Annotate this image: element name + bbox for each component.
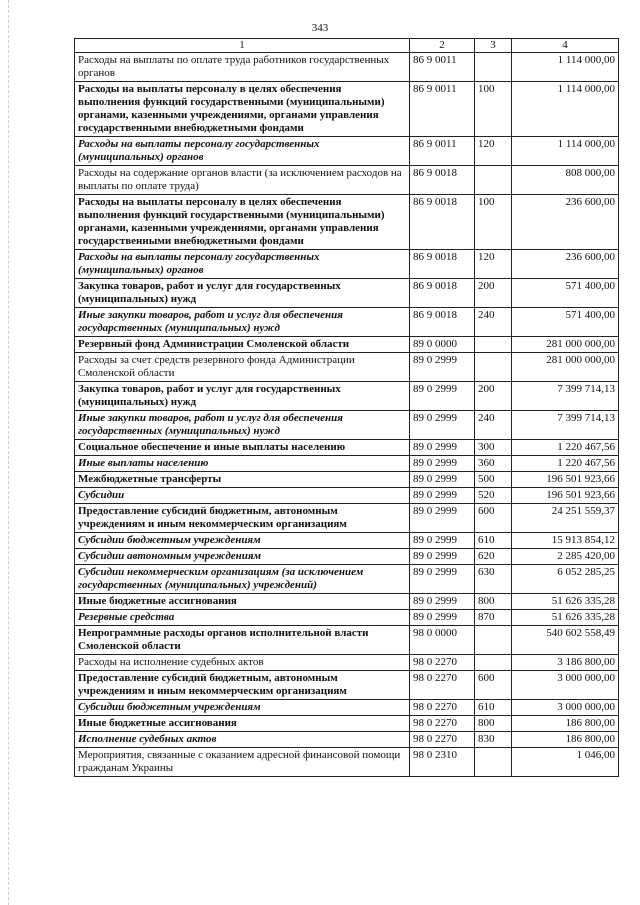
table-row	[75, 250, 619, 279]
table-row	[75, 137, 619, 166]
row-amount-cell: 808 000,00	[512, 166, 619, 195]
row-code-cell: 86 9 0018	[410, 279, 475, 308]
row-code-cell: 86 9 0011	[410, 137, 475, 166]
row-code-cell: 86 9 0011	[410, 82, 475, 137]
row-vr-cell	[475, 353, 512, 382]
row-name-cell: Социальное обеспечение и иные выплаты населению	[75, 440, 410, 456]
row-code-cell: 86 9 0018	[410, 308, 475, 337]
row-vr-cell: 610	[475, 700, 512, 716]
row-vr-cell: 360	[475, 456, 512, 472]
row-vr-cell: 200	[475, 382, 512, 411]
table-row	[75, 671, 619, 700]
table-row	[75, 565, 619, 594]
budget-table	[74, 38, 619, 777]
row-code-cell: 89 0 2999	[410, 456, 475, 472]
row-amount-cell: 51 626 335,28	[512, 594, 619, 610]
table-row	[75, 53, 619, 82]
row-name-cell: Иные выплаты населению	[75, 456, 410, 472]
table-row	[75, 411, 619, 440]
row-amount-cell: 281 000 000,00	[512, 353, 619, 382]
page-number: 343	[311, 22, 329, 34]
row-name-cell: Непрограммные расходы органов исполнительной власти Смоленской области	[75, 626, 410, 655]
row-name-cell: Субсидии бюджетным учреждениям	[75, 700, 410, 716]
row-amount-cell: 3 000 000,00	[512, 700, 619, 716]
row-name-cell: Расходы на выплаты персоналу в целях обеспечения выполнения функций государственными (муниципальными) органами, казенными учреждениями, органами управления государственными внебюджетными фондами	[75, 82, 410, 137]
row-code-cell: 98 0 2270	[410, 655, 475, 671]
table-row	[75, 195, 619, 250]
row-vr-cell: 870	[475, 610, 512, 626]
row-name-cell: Иные закупки товаров, работ и услуг для обеспечения государственных (муниципальных) нужд	[75, 411, 410, 440]
row-vr-cell	[475, 166, 512, 195]
row-code-cell: 89 0 2999	[410, 440, 475, 456]
table-row	[75, 279, 619, 308]
table-row	[75, 594, 619, 610]
row-amount-cell: 2 285 420,00	[512, 549, 619, 565]
row-amount-cell: 7 399 714,13	[512, 382, 619, 411]
row-vr-cell: 600	[475, 504, 512, 533]
row-code-cell: 89 0 2999	[410, 565, 475, 594]
row-vr-cell: 800	[475, 716, 512, 732]
row-vr-cell	[475, 337, 512, 353]
row-code-cell: 86 9 0018	[410, 250, 475, 279]
row-vr-cell: 200	[475, 279, 512, 308]
row-code-cell: 86 9 0018	[410, 166, 475, 195]
row-amount-cell: 3 000 000,00	[512, 671, 619, 700]
row-name-cell: Резервные средства	[75, 610, 410, 626]
row-code-cell: 89 0 2999	[410, 504, 475, 533]
row-code-cell: 98 0 2270	[410, 716, 475, 732]
row-amount-cell: 3 186 800,00	[512, 655, 619, 671]
row-code-cell: 98 0 0000	[410, 626, 475, 655]
row-vr-cell: 520	[475, 488, 512, 504]
table-row	[75, 610, 619, 626]
table-row	[75, 353, 619, 382]
row-vr-cell: 300	[475, 440, 512, 456]
table-row	[75, 308, 619, 337]
row-name-cell: Расходы на выплаты персоналу в целях обеспечения выполнения функций государственными (муниципальными) органами, казенными учреждениями, органами управления государственными внебюджетными фондами	[75, 195, 410, 250]
row-code-cell: 86 9 0018	[410, 195, 475, 250]
row-code-cell: 98 0 2270	[410, 671, 475, 700]
row-amount-cell: 1 046,00	[512, 748, 619, 777]
row-amount-cell: 186 800,00	[512, 716, 619, 732]
row-amount-cell: 196 501 923,66	[512, 488, 619, 504]
row-vr-cell: 120	[475, 250, 512, 279]
row-vr-cell: 830	[475, 732, 512, 748]
row-name-cell: Расходы за счет средств резервного фонда Администрации Смоленской области	[75, 353, 410, 382]
row-amount-cell: 540 602 558,49	[512, 626, 619, 655]
row-amount-cell: 571 400,00	[512, 279, 619, 308]
row-vr-cell	[475, 655, 512, 671]
row-name-cell: Предоставление субсидий бюджетным, автономным учреждениям и иным некоммерческим организациям	[75, 504, 410, 533]
row-vr-cell: 620	[475, 549, 512, 565]
row-name-cell: Иные бюджетные ассигнования	[75, 594, 410, 610]
row-amount-cell: 281 000 000,00	[512, 337, 619, 353]
table-row	[75, 337, 619, 353]
table-row	[75, 549, 619, 565]
row-amount-cell: 1 220 467,56	[512, 440, 619, 456]
row-vr-cell: 630	[475, 565, 512, 594]
row-name-cell: Иные закупки товаров, работ и услуг для обеспечения государственных (муниципальных) нужд	[75, 308, 410, 337]
row-vr-cell	[475, 53, 512, 82]
row-amount-cell: 6 052 285,25	[512, 565, 619, 594]
row-vr-cell: 240	[475, 308, 512, 337]
row-code-cell: 89 0 2999	[410, 610, 475, 626]
row-name-cell: Предоставление субсидий бюджетным, автономным учреждениям и иным некоммерческим организациям	[75, 671, 410, 700]
row-code-cell: 89 0 2999	[410, 549, 475, 565]
row-name-cell: Субсидии некоммерческим организациям (за исключением государственных (муниципальных) учреждений)	[75, 565, 410, 594]
row-amount-cell: 24 251 559,37	[512, 504, 619, 533]
row-name-cell: Субсидии	[75, 488, 410, 504]
row-vr-cell	[475, 626, 512, 655]
row-name-cell: Закупка товаров, работ и услуг для государственных (муниципальных) нужд	[75, 279, 410, 308]
row-amount-cell: 15 913 854,12	[512, 533, 619, 549]
row-code-cell: 89 0 2999	[410, 533, 475, 549]
row-name-cell: Расходы на выплаты по оплате труда работников государственных органов	[75, 53, 410, 82]
row-code-cell: 98 0 2270	[410, 700, 475, 716]
row-amount-cell: 1 114 000,00	[512, 53, 619, 82]
row-code-cell: 89 0 2999	[410, 594, 475, 610]
table-row	[75, 472, 619, 488]
row-code-cell: 98 0 2310	[410, 748, 475, 777]
row-amount-cell: 51 626 335,28	[512, 610, 619, 626]
row-amount-cell: 236 600,00	[512, 250, 619, 279]
row-vr-cell: 100	[475, 195, 512, 250]
table-row	[75, 504, 619, 533]
row-code-cell: 89 0 2999	[410, 488, 475, 504]
row-code-cell: 86 9 0011	[410, 53, 475, 82]
row-vr-cell: 600	[475, 671, 512, 700]
table-row	[75, 748, 619, 777]
row-code-cell: 89 0 0000	[410, 337, 475, 353]
row-amount-cell: 1 114 000,00	[512, 137, 619, 166]
row-amount-cell: 186 800,00	[512, 732, 619, 748]
row-amount-cell: 571 400,00	[512, 308, 619, 337]
row-code-cell: 89 0 2999	[410, 411, 475, 440]
table-row	[75, 655, 619, 671]
row-amount-cell: 1 220 467,56	[512, 456, 619, 472]
header-col-vr: 3	[475, 39, 512, 53]
row-name-cell: Мероприятия, связанные с оказанием адресной финансовой помощи гражданам Украины	[75, 748, 410, 777]
row-name-cell: Расходы на содержание органов власти (за исключением расходов на выплаты по оплате труда)	[75, 166, 410, 195]
table-row	[75, 533, 619, 549]
row-amount-cell: 196 501 923,66	[512, 472, 619, 488]
row-amount-cell: 236 600,00	[512, 195, 619, 250]
table-body	[75, 53, 619, 777]
header-col-name: 1	[75, 39, 410, 53]
row-code-cell: 89 0 2999	[410, 382, 475, 411]
table-row	[75, 456, 619, 472]
row-name-cell: Межбюджетные трансферты	[75, 472, 410, 488]
header-col-amount: 4	[512, 39, 619, 53]
table-row	[75, 716, 619, 732]
row-vr-cell: 100	[475, 82, 512, 137]
row-code-cell: 89 0 2999	[410, 353, 475, 382]
row-amount-cell: 7 399 714,13	[512, 411, 619, 440]
row-name-cell: Резервный фонд Администрации Смоленской области	[75, 337, 410, 353]
table-row	[75, 732, 619, 748]
table-row	[75, 166, 619, 195]
row-name-cell: Иные бюджетные ассигнования	[75, 716, 410, 732]
row-vr-cell	[475, 748, 512, 777]
row-code-cell: 89 0 2999	[410, 472, 475, 488]
margin-line	[8, 0, 10, 905]
row-vr-cell: 120	[475, 137, 512, 166]
row-name-cell: Расходы на выплаты персоналу государственных (муниципальных) органов	[75, 137, 410, 166]
row-code-cell: 98 0 2270	[410, 732, 475, 748]
table-row	[75, 82, 619, 137]
row-name-cell: Субсидии автономным учреждениям	[75, 549, 410, 565]
row-vr-cell: 610	[475, 533, 512, 549]
table-header-row	[75, 39, 619, 53]
row-name-cell: Расходы на исполнение судебных актов	[75, 655, 410, 671]
header-col-code: 2	[410, 39, 475, 53]
table-row	[75, 440, 619, 456]
row-vr-cell: 240	[475, 411, 512, 440]
table-row	[75, 700, 619, 716]
table-row	[75, 382, 619, 411]
row-name-cell: Расходы на выплаты персоналу государственных (муниципальных) органов	[75, 250, 410, 279]
row-name-cell: Субсидии бюджетным учреждениям	[75, 533, 410, 549]
row-vr-cell: 500	[475, 472, 512, 488]
row-name-cell: Исполнение судебных актов	[75, 732, 410, 748]
row-name-cell: Закупка товаров, работ и услуг для государственных (муниципальных) нужд	[75, 382, 410, 411]
table-row	[75, 488, 619, 504]
row-amount-cell: 1 114 000,00	[512, 82, 619, 137]
table-row	[75, 626, 619, 655]
row-vr-cell: 800	[475, 594, 512, 610]
